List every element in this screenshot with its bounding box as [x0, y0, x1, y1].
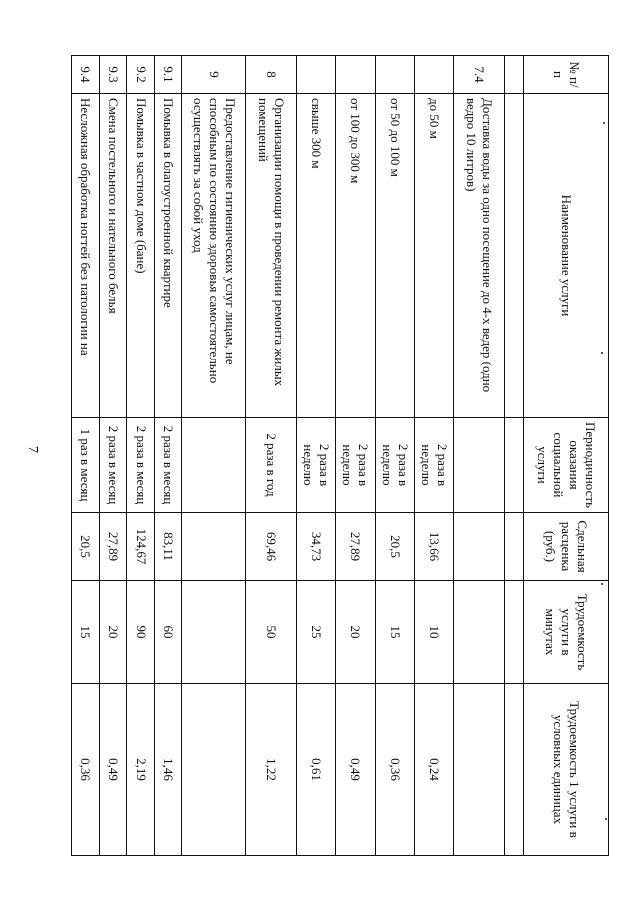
- row-name: свыше 300 м: [297, 94, 336, 418]
- scan-speck: [605, 818, 607, 820]
- row-units: 0,36: [375, 684, 414, 856]
- row-price: 34,73: [297, 513, 336, 581]
- row-price: 20,5: [375, 513, 414, 581]
- table-row: [454, 56, 505, 856]
- row-price: 20,5: [72, 513, 100, 581]
- row-units: 0,24: [414, 684, 453, 856]
- row-period: 2 раза в неделю: [375, 418, 414, 513]
- header-price: Сдельная расценка (руб.): [524, 513, 609, 581]
- row-num: 8: [246, 56, 297, 94]
- row-name: Помывка в частном доме (бане): [127, 94, 155, 418]
- row-units: 0,49: [99, 684, 127, 856]
- row-num: 9: [182, 56, 246, 94]
- row-name: Предоставление гигиенических услуг лицам, не способным по состоянию здоровья самостоятельно осуществлять за собой уход: [182, 94, 246, 418]
- table-row: [336, 56, 375, 856]
- row-period: 2 раза в месяц: [154, 418, 182, 513]
- row-units: 0,49: [336, 684, 375, 856]
- blank-row: [505, 56, 524, 856]
- row-units: 0,61: [297, 684, 336, 856]
- row-minutes: 60: [154, 581, 182, 684]
- row-price: 124,67: [127, 513, 155, 581]
- row-minutes: 15: [72, 581, 100, 684]
- row-units: 2,19: [127, 684, 155, 856]
- table-row: [414, 56, 453, 856]
- row-num: [414, 56, 453, 94]
- row-period: 2 раза в месяц: [99, 418, 127, 513]
- row-period: 2 раза в месяц: [127, 418, 155, 513]
- row-price: 27,89: [336, 513, 375, 581]
- header-period: Периодичность оказания социальной услуги: [524, 418, 609, 513]
- row-minutes: [182, 581, 246, 684]
- table-row: [246, 56, 297, 856]
- table-row: [375, 56, 414, 856]
- row-units: [454, 684, 505, 856]
- table-header-row: [524, 56, 609, 856]
- row-minutes: 20: [99, 581, 127, 684]
- row-units: 0,36: [72, 684, 100, 856]
- table-row: [182, 56, 246, 856]
- row-num: [375, 56, 414, 94]
- row-name: Несложная обработка ногтей без патологии на: [72, 94, 100, 418]
- row-period: 2 раза в неделю: [414, 418, 453, 513]
- row-price: 27,89: [99, 513, 127, 581]
- row-price: 83,11: [154, 513, 182, 581]
- row-period: 2 раза в неделю: [336, 418, 375, 513]
- row-units: 1,46: [154, 684, 182, 856]
- row-num: 7.4: [454, 56, 505, 94]
- row-minutes: 25: [297, 581, 336, 684]
- rotated-table-container: [71, 55, 609, 855]
- table-row: [154, 56, 182, 856]
- row-name: до 50 м: [414, 94, 453, 418]
- header-minutes: Трудоемкость услуги в минутах: [524, 581, 609, 684]
- row-minutes: 20: [336, 581, 375, 684]
- scan-speck: [603, 122, 605, 124]
- row-num: 9.2: [127, 56, 155, 94]
- table-row: [127, 56, 155, 856]
- row-name: Смена постельного и нательного белья: [99, 94, 127, 418]
- row-period: 1 раз в месяц: [72, 418, 100, 513]
- row-price: [454, 513, 505, 581]
- row-minutes: 90: [127, 581, 155, 684]
- row-period: [454, 418, 505, 513]
- row-units: [182, 684, 246, 856]
- row-price: 13,66: [414, 513, 453, 581]
- row-period: 2 раза в неделю: [297, 418, 336, 513]
- row-num: 9.4: [72, 56, 100, 94]
- row-minutes: 50: [246, 581, 297, 684]
- row-price: [182, 513, 246, 581]
- row-name: Доставка воды за одно посещение до 4-х ведер (одно ведро 10 литров): [454, 94, 505, 418]
- header-num: № п/п: [524, 56, 609, 94]
- row-name: Помывка в благоустроенной квартире: [154, 94, 182, 418]
- scan-speck: [601, 352, 603, 354]
- table-row: [297, 56, 336, 856]
- row-name: Организации помощи в проведении ремонта жилых помещений: [246, 94, 297, 418]
- row-num: 9.3: [99, 56, 127, 94]
- scan-speck: [601, 583, 603, 585]
- header-units: Трудоемкость 1 услуги в условных единицах: [524, 684, 609, 856]
- header-name: Наименование услуги: [524, 94, 609, 418]
- row-name: от 100 до 300 м: [336, 94, 375, 418]
- row-price: 69,46: [246, 513, 297, 581]
- row-num: 9.1: [154, 56, 182, 94]
- table-row: [99, 56, 127, 856]
- row-minutes: 10: [414, 581, 453, 684]
- row-minutes: [454, 581, 505, 684]
- row-period: 2 раза в год: [246, 418, 297, 513]
- row-name: от 50 до 100 м: [375, 94, 414, 418]
- row-period: [182, 418, 246, 513]
- page-number: 7: [25, 446, 40, 453]
- services-table: [71, 55, 609, 856]
- row-units: 1,22: [246, 684, 297, 856]
- row-minutes: 15: [375, 581, 414, 684]
- table-row: [72, 56, 100, 856]
- row-num: [297, 56, 336, 94]
- row-num: [336, 56, 375, 94]
